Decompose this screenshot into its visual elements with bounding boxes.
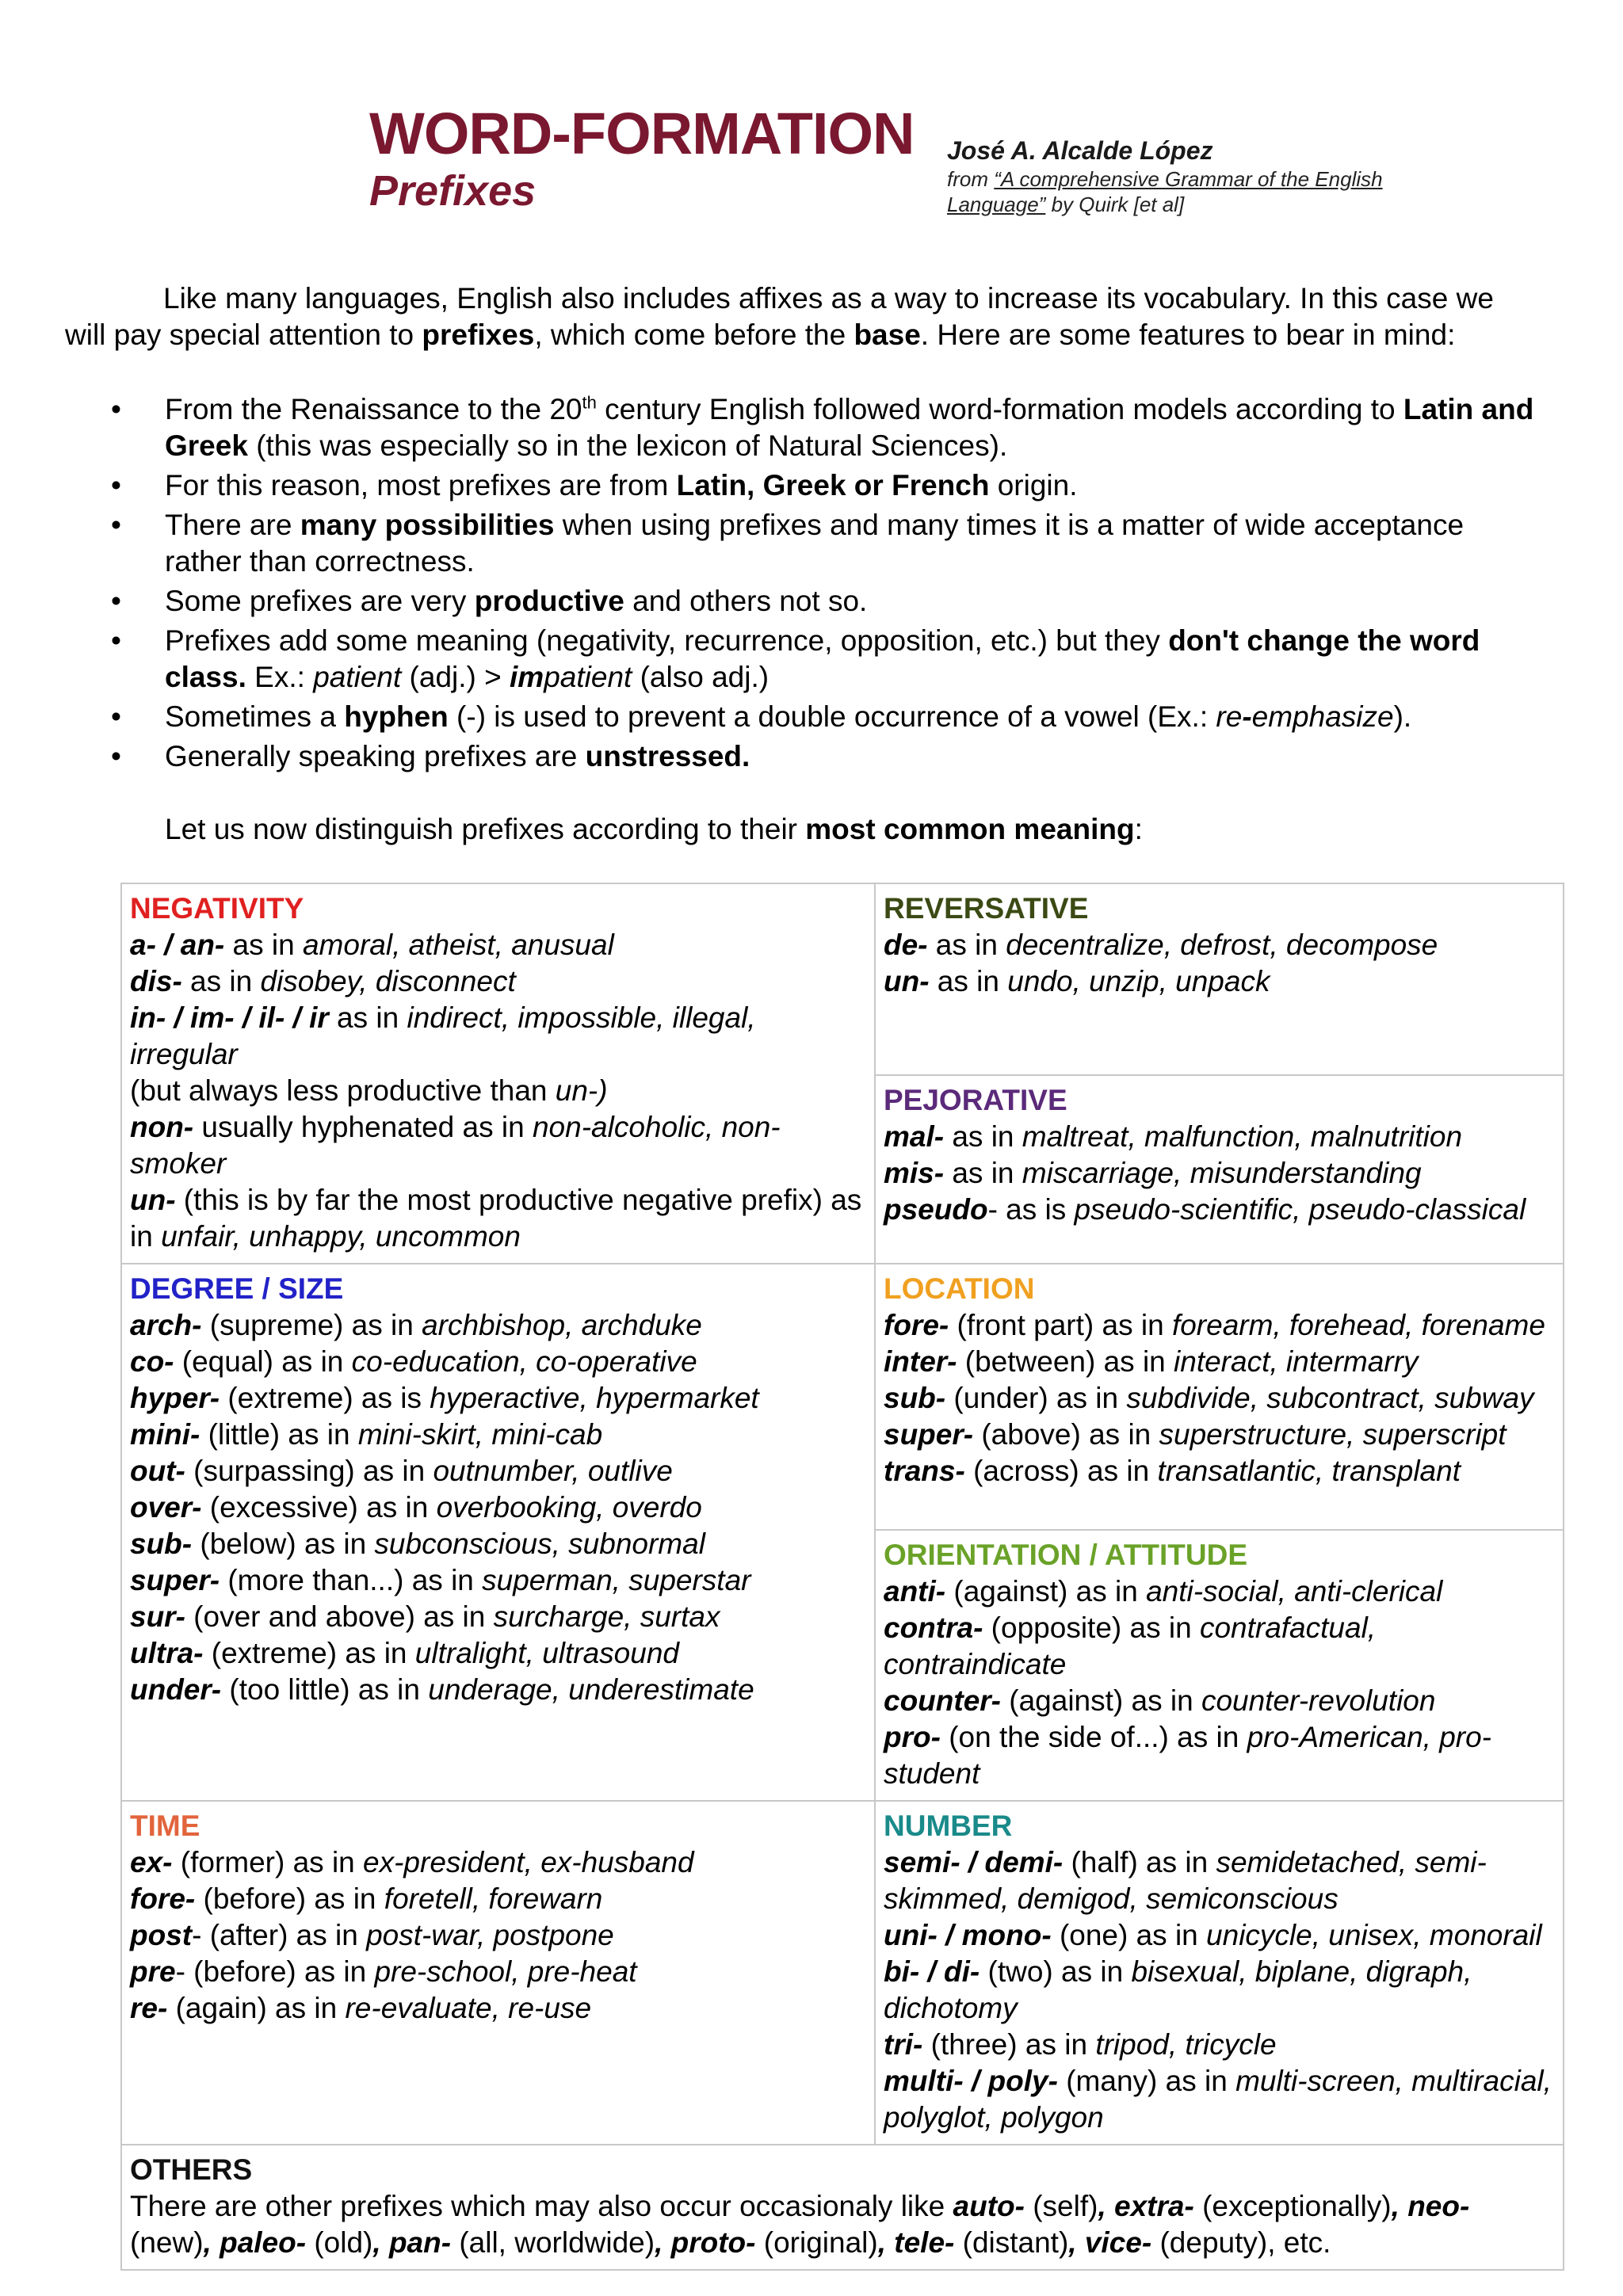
table-row: pro- (on the side of...) as in pro-American, pro-student [884,1721,1492,1790]
source-from: from [947,167,988,191]
category-title: LOCATION [884,1272,1035,1305]
bullet-text: For this reason, most prefixes are from [165,469,677,502]
table-row: sur- (over and above) as in surcharge, surtax [130,1600,720,1633]
table-row: fore- (front part) as in forearm, forehead, forename [884,1309,1545,1341]
category-title: DEGREE / SIZE [130,1272,344,1305]
cell-others [121,2145,1564,2270]
author-name: José A. Alcalde López [947,136,1213,165]
bullet-text: From the Renaissance to the 20 [165,393,582,425]
title-block [369,101,914,215]
cell-degree-size [121,1264,875,1801]
bullet-text: when using prefixes and many times it is a matter of wide acceptance rather than correctness. [165,509,1465,578]
cell-time [121,1801,875,2145]
list-item [111,699,1537,735]
table-row: (but always less productive than un-) [130,1074,608,1107]
bullet-bold: Latin, Greek or French [676,469,990,502]
category-title: NUMBER [884,1810,1013,1842]
bullet-text: Prefixes add some meaning (negativity, recurrence, opposition, etc.) but they [165,624,1169,657]
page-subtitle: Prefixes [369,167,537,215]
lead-text: : [1134,813,1143,845]
cell-location [875,1264,1564,1530]
bullet-bold: hyphen [344,700,449,733]
example-word: re [1216,700,1243,733]
table-row: sub- (below) as in subconscious, subnormal [130,1527,705,1560]
bullet-icon: • [111,393,121,425]
bullet-icon: • [111,624,121,657]
bullet-bold: Latin and Greek [165,393,1534,462]
category-title: REVERSATIVE [884,892,1089,925]
bullet-text: Generally speaking prefixes are [165,740,586,772]
table-row: ex- (former) as in ex-president, ex-husband [130,1846,694,1878]
bullet-text: ). [1393,700,1412,733]
intro-text: Like many languages, English also includes affixes as a way to increase its vocabulary. In this case we will pay special attention to [65,282,1494,351]
table-row: co- (equal) as in co-education, co-operative [130,1345,697,1378]
bullet-text: There are [165,509,300,541]
bullet-bold: productive [474,585,624,617]
bullet-icon: • [111,700,121,733]
intro-text: . Here are some features to bear in mind: [920,318,1456,351]
cell-reversative [875,883,1564,1075]
page-title: WORD-FORMATION [369,101,915,166]
table-row: mis- as in miscarriage, misunderstanding [884,1156,1422,1189]
table-row: a- / an- as in amoral, atheist, anusual [130,929,614,961]
intro-paragraph [65,280,1539,353]
list-item [111,507,1537,580]
superscript: th [582,392,597,413]
bullet-text: century English followed word-formation models according to [596,393,1403,425]
intro-text: , which come before the [534,318,854,351]
table-row: post- (after) as in post-war, postpone [130,1919,614,1951]
table-row: re- (again) as in re-evaluate, re-use [130,1992,592,2024]
lead-text: Let us now distinguish prefixes according to their [165,813,806,845]
table-row: mini- (little) as in mini-skirt, mini-cab [130,1418,603,1451]
table-row: under- (too little) as in underage, underestimate [130,1673,754,1706]
table-row: mal- as in maltreat, malfunction, malnutrition [884,1119,1463,1153]
bullet-icon: • [111,740,121,772]
bullet-bold: don't change the word class. [165,624,1480,693]
table-row: hyper- (extreme) as is hyperactive, hypermarket [130,1382,759,1414]
table-row: tri- (three) as in tripod, tricycle [884,2028,1277,2061]
table-row: dis- as in disobey, disconnect [130,965,516,997]
table-row: counter- (against) as in counter-revolution [884,1684,1436,1717]
prefix-table [120,883,1564,2271]
table-row: bi- / di- (two) as in bisexual, biplane, digraph, dichotomy [884,1955,1472,2024]
lead-sentence [165,811,1143,848]
bullet-text: (this was especially so in the lexicon of Natural Sciences). [247,429,1008,462]
source-line [947,166,1438,217]
author-block [947,135,1438,217]
table-row: arch- (supreme) as in archbishop, archduke [130,1309,702,1341]
table-row: contra- (opposite) as in contrafactual, contraindicate [884,1611,1377,1680]
cell-orientation-attitude [875,1530,1564,1801]
table-row: ultra- (extreme) as in ultralight, ultrasound [130,1637,679,1669]
source-title-2: Language” [947,193,1046,216]
feature-list [111,391,1537,778]
category-title: TIME [130,1810,200,1842]
list-item [111,738,1537,775]
bullet-text: and others not so. [624,585,868,617]
category-title: PEJORATIVE [884,1083,1067,1116]
cell-number [875,1801,1564,2145]
source-title-1: “A comprehensive Grammar of the English [994,167,1383,191]
example-word: patient [313,661,402,693]
example-word: patient [544,661,632,693]
table-row: uni- / mono- (one) as in unicycle, unisex, monorail [884,1919,1542,1951]
example-word: emphasize [1251,700,1394,733]
category-title: ORIENTATION / ATTITUDE [884,1539,1248,1571]
bullet-text: Sometimes a [165,700,345,733]
bullet-text: (adj.) > [401,661,510,693]
table-row: fore- (before) as in foretell, forewarn [130,1882,603,1915]
table-row: multi- / poly- (many) as in multi-screen, multiracial, polyglot, polygon [884,2065,1552,2134]
bullet-icon: • [111,509,121,541]
table-row: in- / im- / il- / ir as in indirect, impossible, illegal, irregular [130,1001,756,1070]
bullet-text: Ex.: [246,661,314,693]
table-row: super- (above) as in superstructure, superscript [884,1418,1507,1451]
bullet-icon: • [111,469,121,502]
table-row: un- as in undo, unzip, unpack [884,965,1270,997]
bullet-text: origin. [989,469,1078,502]
category-title: NEGATIVITY [130,892,304,925]
intro-bold-prefixes: prefixes [422,318,535,351]
example-prefix: im [510,661,544,693]
table-row: de- as in decentralize, defrost, decompose [884,929,1438,961]
others-text: There are other prefixes which may also occur occasionaly like auto- (self), extra- (exceptionally), neo- (new), paleo- (old), pan- (all, worldwide), proto- (original), tele- (distant), vice- (deputy), etc. [130,2190,1470,2259]
table-row: trans- (across) as in transatlantic, transplant [884,1455,1461,1487]
list-item [111,583,1537,620]
source-by: by Quirk [et al] [1045,193,1185,216]
table-row: out- (surpassing) as in outnumber, outlive [130,1455,673,1487]
cell-pejorative [875,1075,1564,1264]
bullet-bold: many possibilities [300,509,555,541]
table-row: over- (excessive) as in overbooking, overdo [130,1491,702,1524]
bullet-icon: • [111,585,121,617]
table-row: pre- (before) as in pre-school, pre-heat [130,1955,637,1988]
bullet-bold: unstressed. [585,740,750,772]
cell-negativity [121,883,875,1264]
table-row: sub- (under) as in subdivide, subcontract, subway [884,1382,1534,1414]
category-title: OTHERS [130,2153,253,2186]
table-row: super- (more than...) as in superman, superstar [130,1564,751,1596]
table-row: pseudo- as is pseudo-scientific, pseudo-classical [884,1192,1526,1226]
table-row: anti- (against) as in anti-social, anti-clerical [884,1575,1443,1608]
table-row: semi- / demi- (half) as in semidetached, semi-skimmed, demigod, semiconscious [884,1846,1487,1915]
list-item [111,623,1537,696]
intro-bold-base: base [854,318,921,351]
example-hyphen: - [1242,700,1252,733]
table-row: inter- (between) as in interact, intermarry [884,1345,1419,1378]
table-row: un- (this is by far the most productive negative prefix) as in unfair, unhappy, uncommon [130,1184,862,1253]
lead-bold: most common meaning [805,813,1135,845]
list-item [111,391,1537,464]
table-row: non- usually hyphenated as in non-alcoholic, non-smoker [130,1111,781,1180]
bullet-text: (-) is used to prevent a double occurrence of a vowel (Ex.: [448,700,1216,733]
bullet-text: Some prefixes are very [165,585,475,617]
bullet-text: (also adj.) [632,661,769,693]
list-item [111,467,1537,504]
